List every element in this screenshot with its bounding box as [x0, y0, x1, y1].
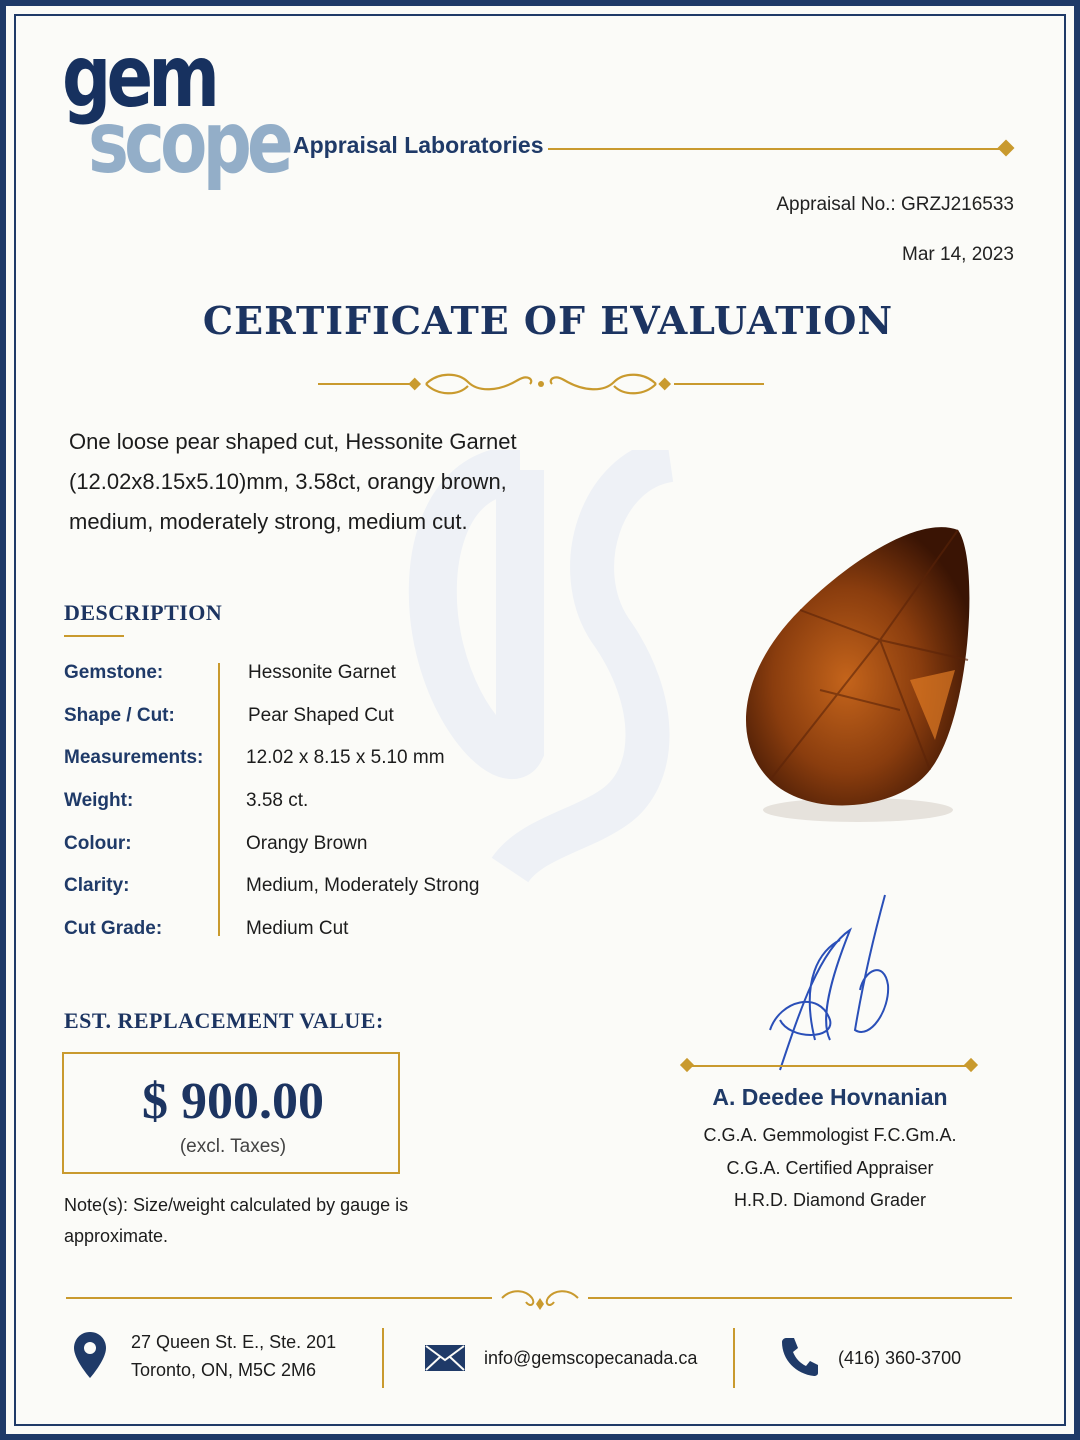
value-colour: Orangy Brown — [246, 833, 368, 854]
label-colour: Colour: — [64, 833, 132, 854]
signatory-name: A. Deedee Hovnanian — [712, 1084, 948, 1110]
address-line-1: 27 Queen St. E., Ste. 201 — [131, 1332, 337, 1352]
signatory-title-1: C.G.A. Gemmologist F.C.Gm.A. — [703, 1125, 957, 1145]
value-weight: 3.58 ct. — [246, 790, 309, 811]
phone-icon — [780, 1336, 818, 1376]
location-pin-icon — [72, 1330, 108, 1380]
signature-image — [760, 890, 900, 1080]
label-clarity: Clarity: — [64, 875, 130, 896]
footer-divider-2 — [733, 1328, 735, 1388]
logo-gem-text: gem — [62, 27, 216, 127]
logo-scope-text: scope — [88, 93, 289, 193]
description-divider — [218, 663, 220, 936]
footer-address — [131, 1328, 336, 1384]
envelope-icon — [424, 1344, 466, 1372]
price-amount: $ 900.00 — [142, 1073, 324, 1130]
summary-text: One loose pear shaped cut, Hessonite Garnet (12.02x8.15x5.10)mm, 3.58ct, orangy brown, medium, moderately strong, medium cut. — [69, 429, 517, 534]
signature-rule — [686, 1065, 972, 1067]
label-gemstone: Gemstone: — [64, 662, 164, 683]
footer-rule-right — [588, 1297, 1012, 1299]
address-line-2: Toronto, ON, M5C 2M6 — [131, 1360, 317, 1380]
label-weight: Weight: — [64, 790, 134, 811]
label-measurements: Measurements: — [64, 747, 204, 768]
value-clarity: Medium, Moderately Strong — [246, 875, 480, 896]
description-heading: DESCRIPTION — [64, 600, 223, 625]
footer-email-link[interactable]: info@gemscopecanada.ca — [484, 1348, 698, 1368]
replacement-value-heading: EST. REPLACEMENT VALUE: — [64, 1008, 384, 1033]
value-shape-cut: Pear Shaped Cut — [248, 705, 394, 726]
lab-name: Appraisal Laboratories — [293, 132, 544, 158]
title-ornament-icon — [318, 368, 764, 400]
value-measurements: 12.02 x 8.15 x 5.10 mm — [246, 747, 445, 768]
footer-phone-link[interactable]: (416) 360-3700 — [838, 1348, 962, 1368]
value-gemstone: Hessonite Garnet — [248, 662, 396, 683]
signatory-title-3: H.R.D. Diamond Grader — [733, 1190, 927, 1210]
appraisal-number: GRZJ216533 — [900, 194, 1014, 215]
label-cut-grade: Cut Grade: — [64, 918, 163, 939]
value-cut-grade: Medium Cut — [246, 918, 349, 939]
signatory-title-2: C.G.A. Certified Appraiser — [726, 1158, 934, 1178]
footer-ornament-icon — [498, 1286, 582, 1312]
footer-rule-left — [66, 1297, 492, 1299]
gemstone-image — [730, 520, 980, 840]
appraisal-number-line — [776, 194, 1014, 216]
footer-divider-1 — [382, 1328, 384, 1388]
price-box — [62, 1052, 400, 1174]
appraisal-label: Appraisal No.: — [776, 194, 896, 215]
price-tax-note: (excl. Taxes) — [179, 1136, 287, 1157]
label-shape-cut: Shape / Cut: — [64, 705, 175, 726]
header-rule — [548, 148, 1000, 150]
gauge-note: Note(s): Size/weight calculated by gauge is approximate. — [64, 1195, 409, 1246]
appraisal-date: Mar 14, 2023 — [902, 244, 1014, 265]
page-title: CERTIFICATE OF EVALUATION — [202, 298, 894, 343]
description-underline — [64, 635, 124, 637]
